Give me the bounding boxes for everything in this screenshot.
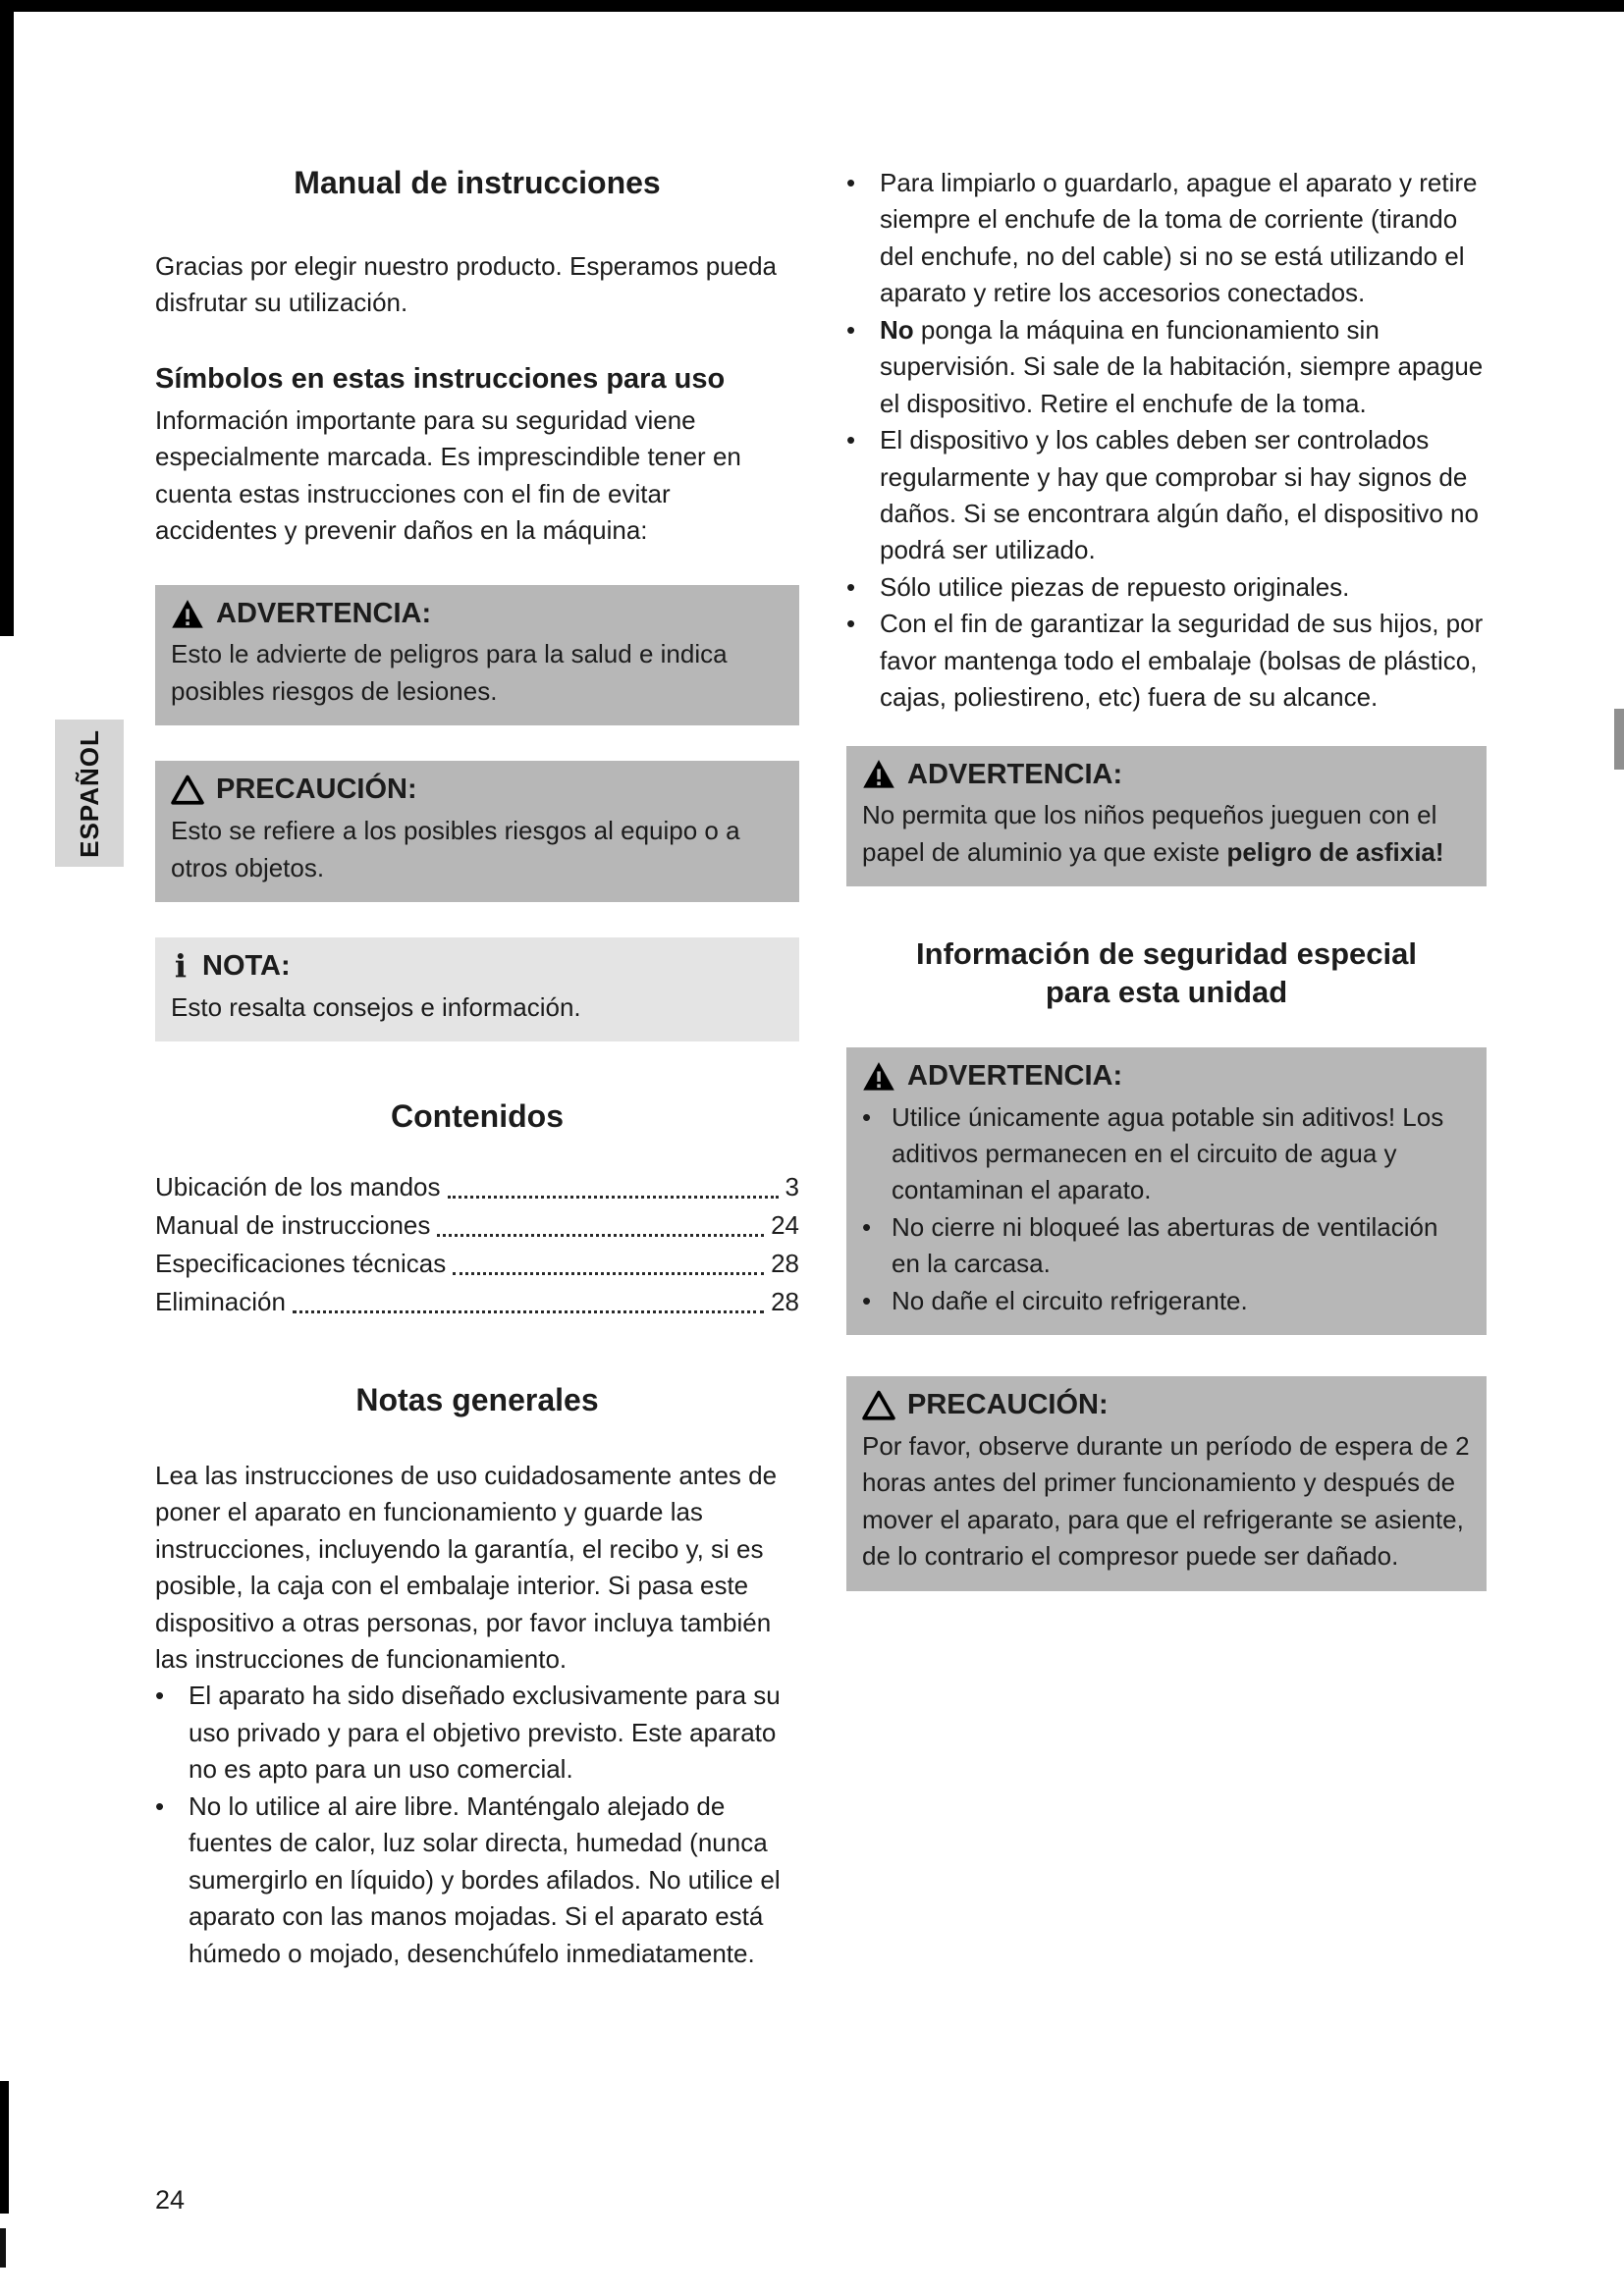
advertencia-label-row [862, 1059, 1471, 1094]
intro-paragraph: Gracias por elegir nuestro producto. Esperamos pueda disfrutar su utilización. [155, 250, 778, 318]
left-column [155, 165, 799, 1972]
foil-text-bold: peligro de asfixia! [1226, 836, 1444, 867]
precaucion-label: PRECAUCIÓN: [907, 1389, 1109, 1421]
advertencia-foil-box [846, 746, 1487, 887]
toc-row [155, 1168, 799, 1206]
list-item-body: Para limpiarlo o guardarlo, apague el aparato y retire siempre el enchufe de la toma de corriente (tirando del enchufe, no del cable) si no se está utilizando el aparato y retire los accesorios conectados. [880, 168, 1478, 308]
toc-dot-leader [290, 1283, 767, 1321]
advertencia-label: ADVERTENCIA: [907, 1059, 1123, 1092]
nota-label: NOTA: [202, 950, 291, 983]
scan-artifact-left-small [0, 2228, 6, 2268]
list-item-bold: No [880, 314, 914, 345]
list-item [846, 312, 1487, 422]
toc-entry-page: 28 [771, 1249, 799, 1279]
caution-icon [171, 774, 204, 805]
precaucion-unit-box [846, 1376, 1487, 1591]
general-notes-paragraph: Lea las instrucciones de uso cuidadosamente antes de poner el aparato en funcionamiento y guarde las instrucciones, incluyendo la garantía, el recibo y, si es posible, la caja con el embalaje interior. Si pasa este dispositivo a otras personas, por favor incluya también las instrucciones de funcionamiento. [155, 1460, 778, 1675]
scan-artifact-top-bar [0, 0, 1624, 12]
warning-icon [171, 599, 204, 629]
toc-row [155, 1245, 799, 1283]
precaucion-label-row [862, 1388, 1471, 1422]
nota-label-row [171, 949, 784, 984]
warning-icon [862, 1061, 895, 1092]
list-item [862, 1283, 1471, 1319]
precaucion-label-row [171, 773, 784, 807]
right-column [846, 165, 1487, 1591]
advertencia-unit-box [846, 1047, 1487, 1335]
list-item-text: El aparato ha sido diseñado exclusivamente para su uso privado y para el objetivo previsto. Este aparato no es apto para un uso comercial. [189, 1681, 781, 1785]
list-item [846, 165, 1487, 312]
list-item [846, 606, 1487, 716]
language-tab [55, 720, 124, 867]
list-item [155, 1789, 799, 1972]
bullet-marker: • [846, 314, 856, 345]
precaucion-text: Esto se refiere a los posibles riesgos al equipo o a otros objetos. [171, 816, 740, 882]
table-of-contents [155, 1168, 799, 1321]
scan-artifact-left-bar [0, 0, 14, 636]
toc-dot-leader [450, 1245, 767, 1283]
advertencia-foil-text [862, 797, 1471, 871]
page-number: 24 [155, 2185, 186, 2215]
toc-entry-page: 24 [771, 1210, 799, 1241]
caution-icon [862, 1390, 895, 1420]
list-item-text [880, 422, 1487, 569]
toc-entry-label: Ubicación de los mandos [155, 1172, 441, 1202]
bullet-marker: • [862, 1285, 872, 1315]
bullet-marker: • [862, 1101, 872, 1132]
list-item-text [880, 569, 1487, 606]
list-item-body: El dispositivo y los cables deben ser controlados regularmente y hay que comprobar si hay signos de daños. Si se encontrara algún daño, el dispositivo no podrá ser utilizado. [880, 425, 1479, 565]
advertencia-box [155, 585, 799, 726]
contents-title: Contenidos [391, 1098, 564, 1135]
advertencia-label-row [862, 758, 1471, 792]
list-item [862, 1209, 1471, 1283]
scan-artifact-right-tick [1614, 709, 1624, 770]
bullet-marker: • [862, 1211, 872, 1242]
advertencia-label-row [171, 597, 784, 631]
precaucion-unit-text: Por favor, observe durante un período de espera de 2 horas antes del primer funcionamiento y después de mover el aparato, para que el refrigerante se asiente, de lo contrario el compresor puede ser dañado. [862, 1430, 1470, 1572]
list-item-body: Sólo utilice piezas de repuesto originales. [880, 571, 1350, 602]
toc-entry-page: 28 [771, 1287, 799, 1317]
advertencia-label: ADVERTENCIA: [907, 758, 1123, 790]
list-item-text [880, 606, 1487, 716]
bullet-marker: • [155, 1790, 165, 1821]
nota-box [155, 937, 799, 1041]
advertencia-unit-list [862, 1099, 1471, 1320]
list-item-text: No lo utilice al aire libre. Manténgalo alejado de fuentes de calor, luz solar directa, humedad (nunca sumergirlo en líquido) y bordes afilados. No utilice el aparato con las manos mojadas. Si el aparato está húmedo o mojado, desenchúfelo inmediatamente. [189, 1790, 781, 1968]
toc-row [155, 1283, 799, 1321]
bullet-marker: • [155, 1681, 165, 1711]
special-safety-heading: Información de seguridad especial para esta unidad [916, 936, 1417, 1009]
list-item-text [880, 312, 1487, 422]
info-icon: i [174, 947, 188, 986]
symbols-heading: Símbolos en estas instrucciones para uso [155, 362, 726, 395]
bullet-marker: • [846, 609, 856, 639]
bullet-marker: • [846, 571, 856, 602]
list-item-body: ponga la máquina en funcionamiento sin supervisión. Si sale de la habitación, siempre apague el dispositivo. Retire el enchufe de la toma. [880, 314, 1484, 418]
nota-text: Esto resalta consejos e información. [171, 991, 581, 1022]
list-item [846, 569, 1487, 606]
toc-entry-label: Manual de instrucciones [155, 1210, 431, 1241]
bullet-marker: • [846, 425, 856, 455]
scan-artifact-left-lower [0, 2081, 9, 2214]
list-item-text: No dañe el circuito refrigerante. [892, 1285, 1248, 1315]
toc-entry-page: 3 [785, 1172, 799, 1202]
list-item [862, 1099, 1471, 1209]
toc-dot-leader [445, 1168, 782, 1206]
toc-row [155, 1206, 799, 1245]
list-item-body: Con el fin de garantizar la seguridad de sus hijos, por favor mantenga todo el embalaje (bolsas de plástico, cajas, poliestireno, etc) fuera de su alcance. [880, 609, 1484, 713]
foil-text: No permita que los niños pequeños jueguen con el papel de aluminio ya que existe [862, 800, 1437, 867]
warning-icon [862, 759, 895, 789]
toc-entry-label: Especificaciones técnicas [155, 1249, 447, 1279]
toc-dot-leader [434, 1206, 767, 1245]
bullet-marker: • [846, 168, 856, 197]
language-tab-label: ESPAÑOL [74, 728, 104, 858]
advertencia-label: ADVERTENCIA: [216, 597, 432, 629]
page-title: Manual de instrucciones [294, 165, 661, 200]
list-item [155, 1678, 799, 1788]
toc-entry-label: Eliminación [155, 1287, 286, 1317]
precaucion-label: PRECAUCIÓN: [216, 774, 417, 806]
list-item-text: No cierre ni bloqueé las aberturas de ventilación en la carcasa. [892, 1211, 1438, 1279]
symbols-paragraph: Información importante para su seguridad viene especialmente marcada. Es imprescindible tener en cuenta estas instrucciones con el fin de evitar accidentes y prevenir daños en la máquina: [155, 404, 741, 546]
list-item-text: Utilice únicamente agua potable sin aditivos! Los aditivos permanecen en el circuito de agua y contaminan el aparato. [892, 1101, 1444, 1205]
list-item-text [880, 165, 1487, 312]
advertencia-text: Esto le advierte de peligros para la salud e indica posibles riesgos de lesiones. [171, 639, 728, 706]
list-item [846, 422, 1487, 569]
precaucion-box [155, 761, 799, 902]
general-notes-title: Notas generales [355, 1382, 599, 1418]
